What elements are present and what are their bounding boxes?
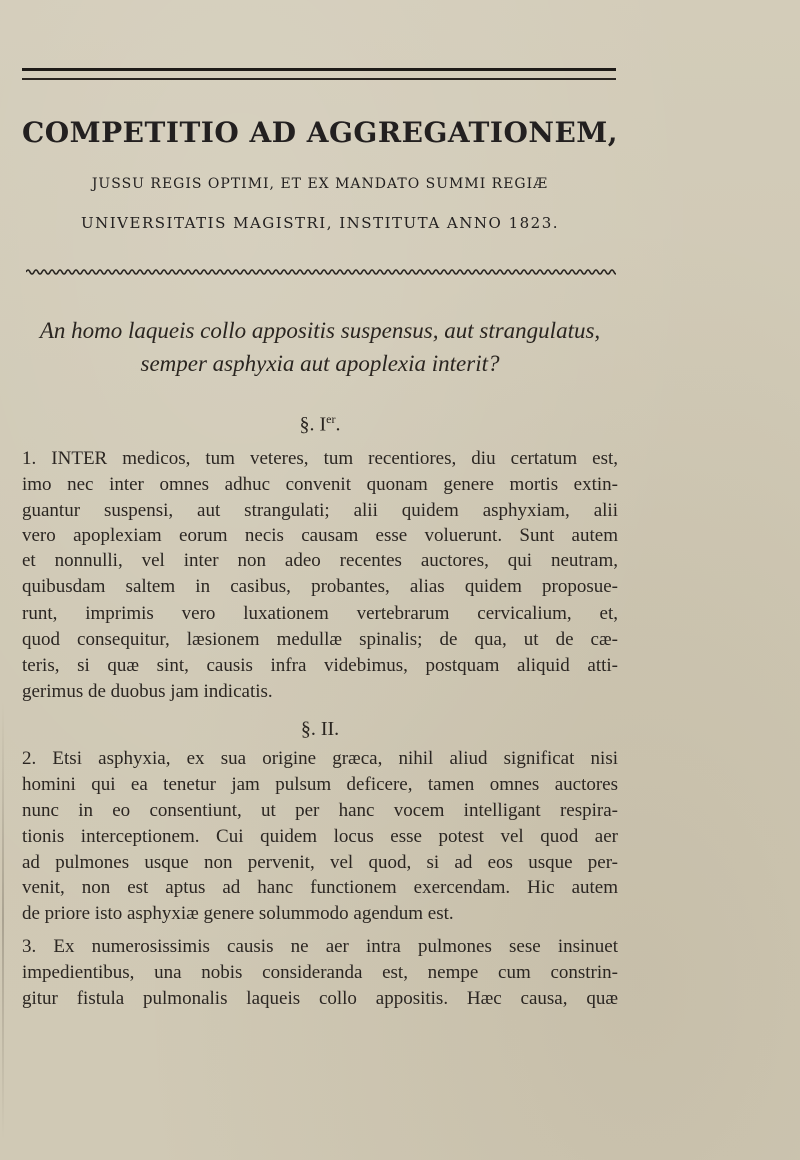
paragraph-1-line: et nonnulli, vel inter non adeo recentes auctores, qui neutram, xyxy=(22,550,618,571)
paragraph-2-line: homini qui ea tenetur jam pulsum deficere, tamen omnes auctores xyxy=(22,774,618,795)
paragraph-3-line: gitur fistula pulmonalis laqueis collo appositis. Hæc causa, quæ xyxy=(22,988,618,1009)
paragraph-1-line: teris, si quæ sint, causis infra videbimus, postquam aliquid atti- xyxy=(22,655,618,676)
paragraph-1-line: imo nec inter omnes adhuc convenit quonam genere mortis extin- xyxy=(22,474,618,495)
subheading-2: UNIVERSITATIS MAGISTRI, INSTITUTA ANNO 1823. xyxy=(80,214,560,232)
paragraph-1-line: guantur suspensi, aut strangulati; alii quidem asphyxiam, alii xyxy=(22,500,618,521)
page-edge-shadow xyxy=(2,700,4,1140)
section-1-label: §. I xyxy=(299,413,327,436)
paragraph-1-line: runt, imprimis vero luxationem vertebrarum cervicalium, et, xyxy=(22,603,618,624)
paragraph-2-line: nunc in eo consentiunt, ut per hanc vocem intelligant respira- xyxy=(22,800,618,821)
paragraph-2-line: 2. Etsi asphyxia, ex sua origine græca, nihil aliud significat nisi xyxy=(22,748,618,769)
page-heading: COMPETITIO AD AGGREGATIONEM, xyxy=(21,116,619,149)
paragraph-1-line: vero apoplexiam eorum necis causam esse voluerunt. Sunt autem xyxy=(22,525,618,546)
section-1-superscript: er xyxy=(326,412,336,426)
paragraph-3-line: 3. Ex numerosissimis causis ne aer intra pulmones sese insinuet xyxy=(22,936,618,957)
subheading-1: JUSSU REGIS OPTIMI, ET EX MANDATO SUMMI REGIÆ xyxy=(91,176,549,192)
paragraph-2-line: ad pulmones usque non pervenit, vel quod, si ad eos usque per- xyxy=(22,852,618,873)
paragraph-2-line: de priore isto asphyxiæ genere solummodo agendum est. xyxy=(22,903,454,924)
ornamental-divider xyxy=(26,266,616,278)
paragraph-1-line: quibusdam saltem in casibus, probantes, alias quidem proposue- xyxy=(22,576,618,597)
question-line-1: An homo laqueis collo appositis suspensus, aut strangulatus, xyxy=(39,318,601,343)
paragraph-2-line: tionis interceptionem. Cui quidem locus esse potest vel quod aer xyxy=(22,826,618,847)
paragraph-1-line: quod consequitur, læsionem medullæ spinalis; de qua, ut de cæ- xyxy=(22,629,618,650)
question-line-2: semper asphyxia aut apoplexia interit? xyxy=(140,351,500,376)
paragraph-1-line: 1. INTER medicos, tum veteres, tum recentiores, diu certatum est, xyxy=(22,448,618,469)
paragraph-2-line: venit, non est aptus ad hanc functionem exercendam. Hic autem xyxy=(22,877,618,898)
section-heading-2: §. II. xyxy=(300,718,340,740)
top-rule-thick xyxy=(22,68,616,71)
top-rule-thin xyxy=(22,78,616,80)
paragraph-1-line: gerimus de duobus jam indicatis. xyxy=(22,681,273,702)
section-heading-1 xyxy=(0,412,640,437)
section-1-suffix: . xyxy=(335,413,341,436)
paragraph-3-line: impedientibus, una nobis consideranda est, nempe cum constrin- xyxy=(22,962,618,983)
